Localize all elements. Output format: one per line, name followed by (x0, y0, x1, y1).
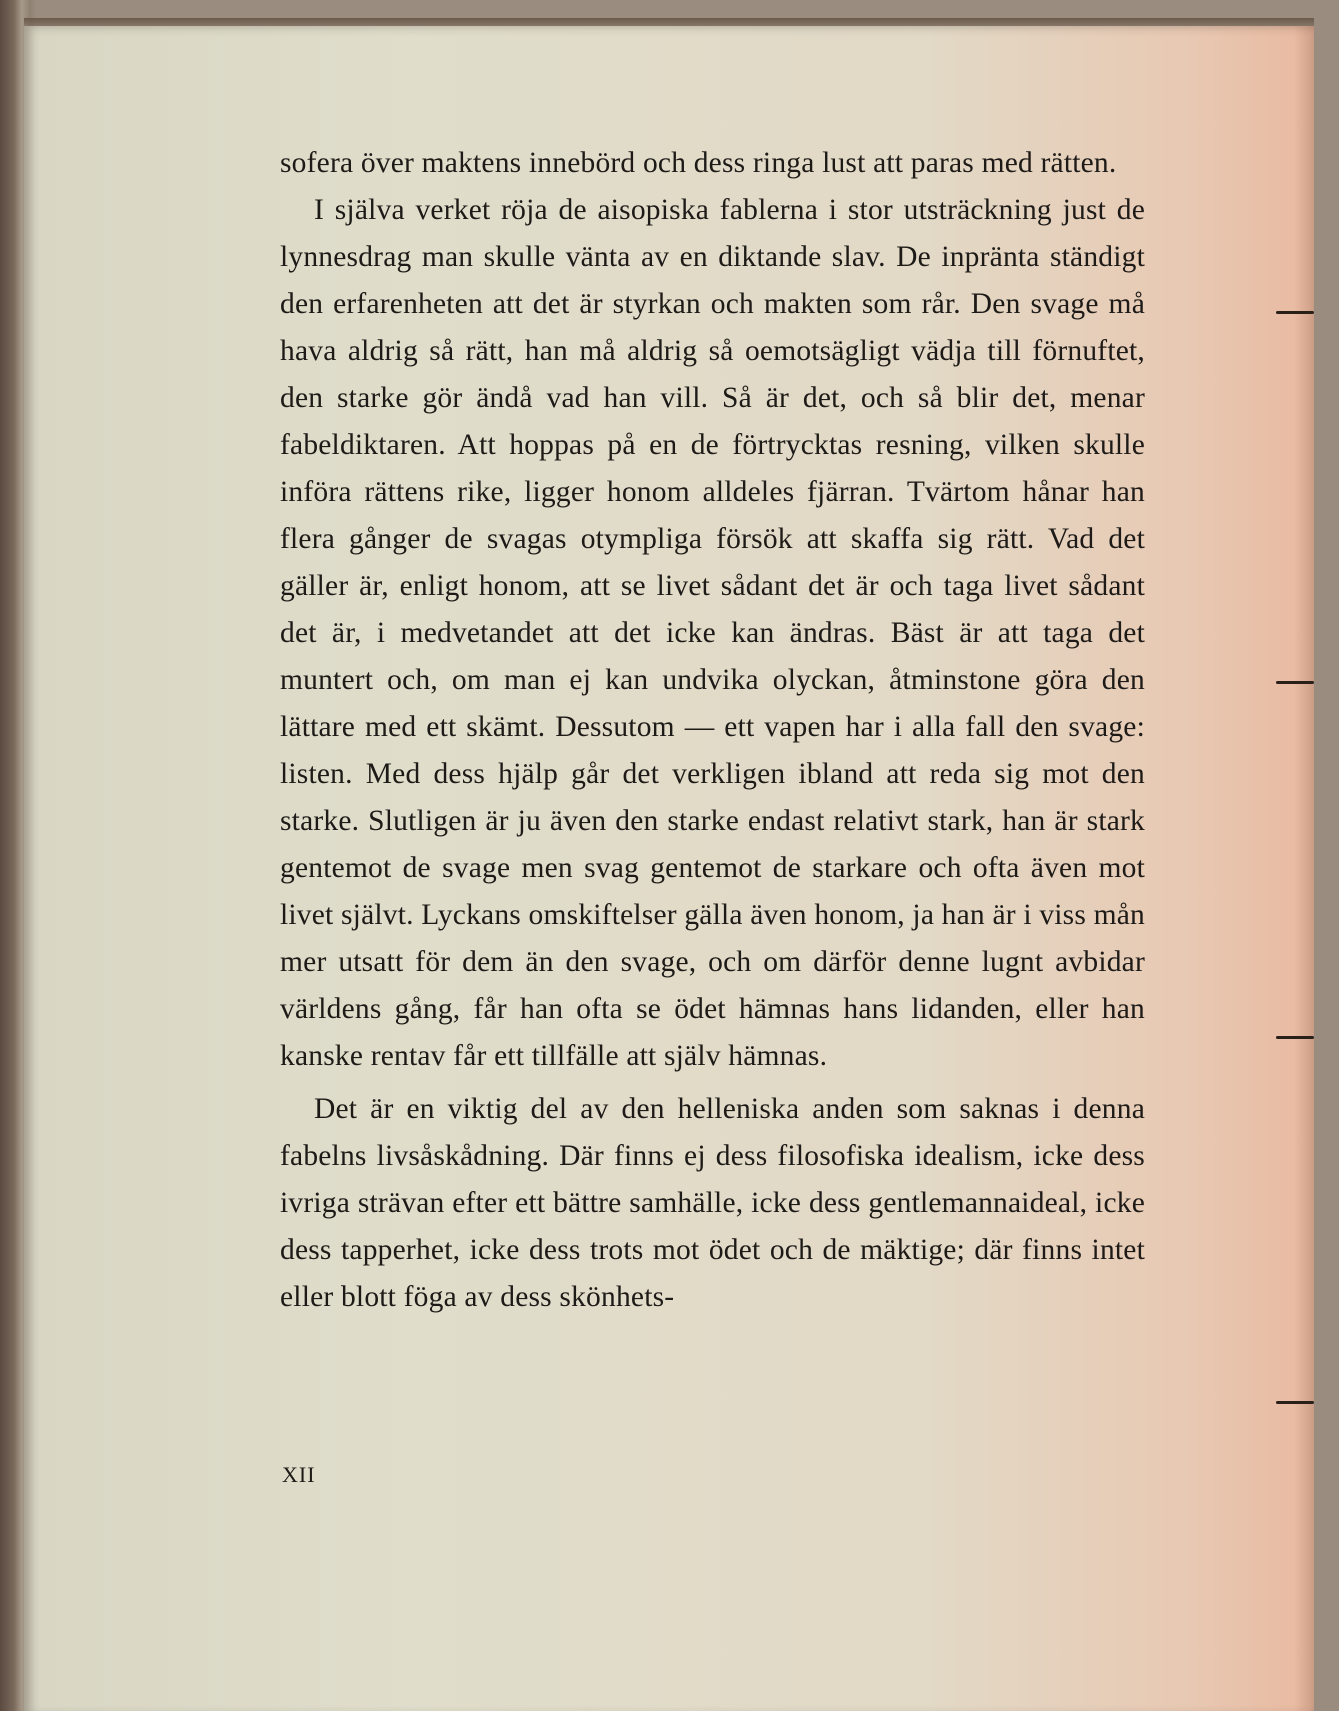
binding-thread (1276, 311, 1314, 314)
body-text (280, 140, 1145, 1321)
binding-thread (1276, 1401, 1314, 1404)
binding-thread (1276, 1036, 1314, 1039)
paragraph: I själva verket röja de aisopiska fablerna i stor utsträckning just de lynnesdrag man skulle vänta av en diktande slav. De inpränta ständigt den erfarenheten att det är styrkan och makten som rår. Den svage må hava aldrig så rätt, han må aldrig så oemotsägligt vädja till förnuftet, den starke gör ändå vad han vill. Så är det, och så blir det, menar fabeldiktaren. Att hoppas på en de förtrycktas resning, vilken skulle införa rättens rike, ligger honom alldeles fjärran. Tvärtom hånar han flera gånger de svagas otympliga försök att skaffa sig rätt. Vad det gäller är, enligt honom, att se livet sådant det är och taga livet sådant det är, i medvetandet att det icke kan ändras. Bäst är att taga det muntert och, om man ej kan undvika olyckan, åtminstone göra den lättare med ett skämt. Dessutom — ett vapen har i alla fall den svage: listen. Med dess hjälp går det verkligen ibland att reda sig mot den starke. Slutligen är ju även den starke endast relativt stark, han är stark gentemot de svage men svag gentemot de starkare och ofta även mot livet självt. Lyckans omskiftelser gälla även honom, ja han är i viss mån mer utsatt för dem än den svage, och om därför denne lugnt avbidar världens gång, får han ofta se ödet hämnas hans lidanden, eller han kanske rentav får ett tillfälle att själv hämnas. (280, 194, 1145, 1072)
page-edge (1294, 26, 1314, 1711)
paragraph: Det är en viktig del av den helleniska anden som saknas i denna fabelns livsåskådning. Där finns ej dess filosofiska idealism, icke dess ivriga strävan efter ett bättre samhälle, icke dess gentlemannaideal, icke dess tapperhet, icke dess trots mot ödet och de mäktige; där finns intet eller blott föga av dess skönhets- (280, 1093, 1145, 1313)
paragraph-continued: sofera över maktens innebörd och dess ringa lust att paras med rätten. (280, 147, 1117, 179)
binding-thread (1276, 681, 1314, 684)
page-number: XII (282, 1462, 316, 1487)
